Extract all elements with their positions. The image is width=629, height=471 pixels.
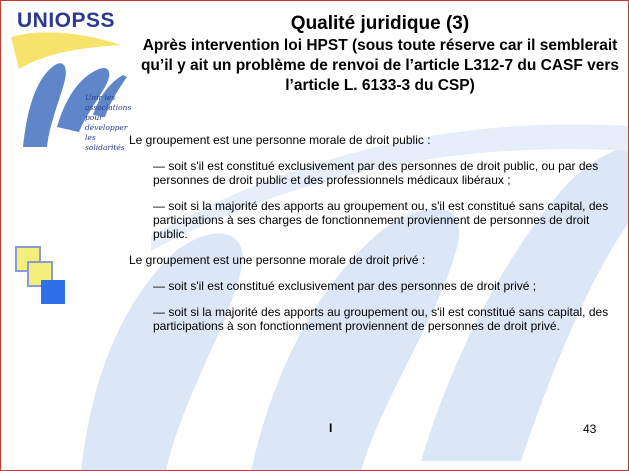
- section-private-item-2: — soit si la majorité des apports au groupement ou, s'il est constitué sans capital, des participations à son fonctionnement proviennent de personnes de droit privé.: [153, 305, 609, 333]
- logo-yellow-sun: [11, 32, 121, 69]
- title-subheading: Après intervention loi HPST (sous toute réserve car il semblerait qu’il y ait un problème de renvoi de l’article L312-7 du CASF vers l’article L. 6133-3 du CSP): [140, 37, 620, 94]
- section-private-lead: Le groupement est une personne morale de droit privé :: [129, 253, 426, 267]
- logo-wordmark: UNIOPSS: [17, 9, 116, 32]
- footer-mark: I: [329, 421, 333, 435]
- slide-title: [135, 13, 625, 96]
- section-public-item-1: — soit s'il est constitué exclusivement par des personnes de droit public, ou par des personnes de droit public et des professionnels médicaux libéraux ;: [153, 159, 599, 187]
- uniopss-logo: [9, 7, 131, 157]
- slide-body: [129, 133, 609, 345]
- title-heading: Qualité juridique (3): [290, 13, 470, 34]
- logo-blue-swoosh: [23, 63, 66, 147]
- decor-square-blue: [41, 280, 65, 304]
- section-public-lead: Le groupement est une personne morale de droit public :: [129, 133, 431, 147]
- page-number: 43: [583, 422, 597, 436]
- section-public-item-2: — soit si la majorité des apports au groupement ou, s'il est constitué sans capital, des participations à ses charges de fonctionnement proviennent de personnes de droit public.: [153, 199, 609, 241]
- section-private-item-1: — soit s'il est constitué exclusivement par des personnes de droit privé ;: [153, 279, 537, 293]
- logo-slogan: Unir les associations pour développer les solidarités: [85, 93, 132, 152]
